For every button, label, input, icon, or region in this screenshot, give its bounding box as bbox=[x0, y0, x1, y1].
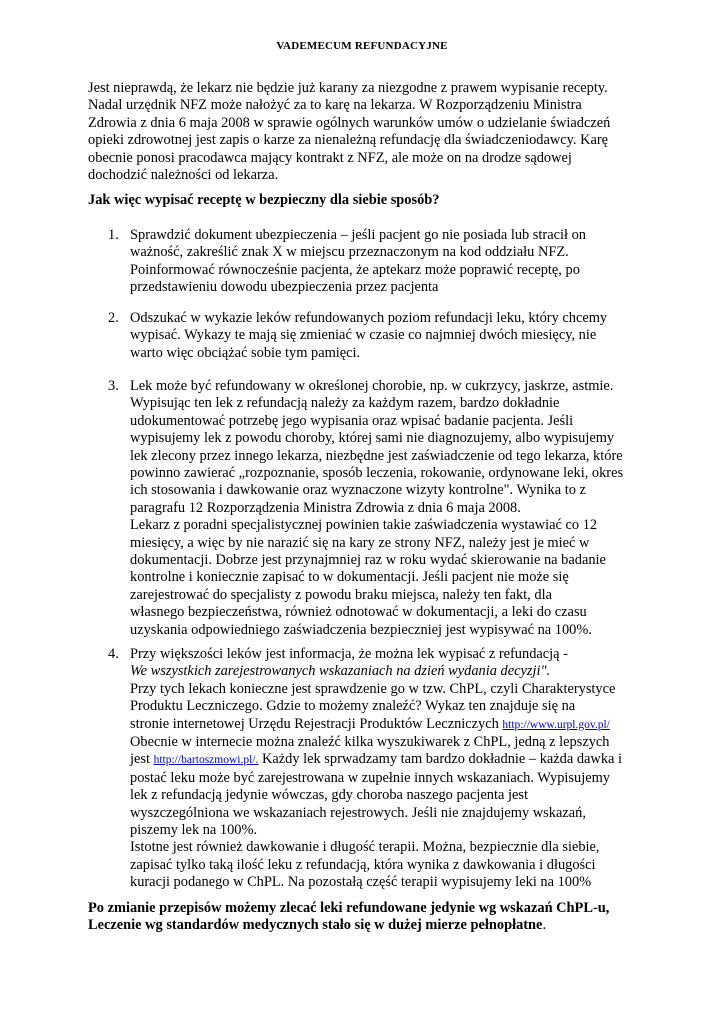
conclusion-line: Po zmianie przepisów możemy zlecać leki refundowane jedynie wg wskazań ChPL-u, bbox=[88, 900, 610, 916]
list-item-text bbox=[130, 227, 655, 297]
item-line: dokumentacji. Dobrze jest przynajmniej raz w roku wydać skierowanie na badanie bbox=[130, 552, 606, 569]
item-line: Poinformować równocześnie pacjenta, że aptekarz może poprawić receptę, po bbox=[130, 261, 580, 278]
item-line: paragrafu 12 Rozporządzenia Ministra Zdrowia z dnia 6 maja 2008. bbox=[130, 499, 521, 516]
item-line-italic: We wszystkich zarejestrowanych wskazaniach na dzień wydania decyzji". bbox=[130, 663, 551, 680]
item-text: jest bbox=[130, 751, 154, 768]
item-line: miesięcy, a więc by nie narazić się na kary ze strony NFZ, należy jest je mieć w bbox=[130, 534, 590, 551]
list-number: 4. bbox=[108, 646, 119, 662]
list-item-text bbox=[130, 378, 655, 639]
item-line bbox=[130, 751, 655, 769]
intro-line: Nadal urzędnik NFZ może nałożyć za to karę na lekarza. W Rozporządzeniu Ministra bbox=[88, 97, 582, 114]
intro-line: obecnie ponosi pracodawca mający kontrakt z NFZ, ale może on na drodze sądowej bbox=[88, 149, 572, 166]
list-item-text bbox=[130, 310, 655, 362]
item-line: Przy większości leków jest informacja, że można lek wypisać z refundacją - bbox=[130, 646, 568, 662]
conclusion-paragraph bbox=[88, 900, 609, 935]
item-line: wypisać. Wykazy te mają się zmieniać w czasie co najmniej dwóch miesięcy, nie bbox=[130, 327, 597, 344]
conclusion-period: . bbox=[542, 917, 547, 934]
conclusion-text: Leczenie wg standardów medycznych stało się w dużej mierze pełnopłatne bbox=[88, 917, 543, 934]
list-number: 2. bbox=[108, 310, 119, 326]
item-line: Odszukać w wykazie leków refundowanych poziom refundacji leku, który chcemy bbox=[130, 310, 608, 326]
item-line: Lek może być refundowany w określonej chorobie, np. w cukrzycy, jaskrze, astmie. bbox=[130, 378, 614, 394]
item-line: Lekarz z poradni specjalistycznej powinien takie zaświadczenia wystawiać co 12 bbox=[130, 517, 598, 534]
item-line: Produktu Leczniczego. Gdzie to możemy znaleźć? Wykaz ten znajduje się na bbox=[130, 698, 576, 715]
item-line: kontrolne i koniecznie zapisać to w dokumentacji. Jeśli pacjent nie może się bbox=[130, 569, 569, 586]
document-title: VADEMECUM REFUNDACYJNE bbox=[276, 40, 448, 52]
item-line: Wypisując ten lek z refundacją należy za każdym razem, bardzo dokładnie bbox=[130, 395, 560, 412]
item-line: Obecnie w internecie można znaleźć kilka wyszukiwarek z ChPL, jedną z lepszych bbox=[130, 734, 610, 751]
item-line bbox=[130, 716, 655, 734]
item-line: zarejestrować do specjalisty z powodu braku miejsca, należy ten fakt, dla bbox=[130, 586, 552, 603]
item-line: ważność, zakreślić znak X w miejscu przeznaczonym na kod oddziału NFZ. bbox=[130, 244, 569, 261]
item-line: własnego bezpieczeństwa, również odnotować w dokumentacji, a leki do czasu bbox=[130, 604, 587, 621]
intro-line: dochodzić należności od lekarza. bbox=[88, 167, 279, 184]
intro-line: Jest nieprawdą, że lekarz nie będzie już karany za niezgodne z prawem wypisanie recepty. bbox=[88, 80, 608, 96]
item-line: Sprawdzić dokument ubezpieczenia – jeśli pacjent go nie posiada lub stracił on bbox=[130, 227, 586, 243]
item-line: wyszczególniona we wskazaniach rejestrowych. Jeśli nie znajdujemy wskazań, bbox=[130, 804, 586, 821]
item-line: przedstawieniu dowodu ubezpieczenia przez pacjenta bbox=[130, 279, 439, 296]
item-line: postać leku może być zarejestrowana w zupełnie innych wskazaniach. Wypisujemy bbox=[130, 769, 610, 786]
section-heading: Jak więc wypisać receptę w bezpieczny dla siebie sposób? bbox=[88, 192, 440, 208]
item-line: piszemy lek na 100%. bbox=[130, 822, 258, 839]
list-item-text bbox=[130, 646, 655, 892]
item-line: kuracji podanego w ChPL. Na pozostałą część terapii wypisujemy leki na 100% bbox=[130, 874, 592, 891]
intro-paragraph bbox=[88, 80, 648, 184]
item-line: ich stosowania i dawkowanie oraz wyznaczone wizyty kontrolne". Wynika to z bbox=[130, 482, 586, 499]
item-line: powinno zawierać „rozpoznanie, sposób leczenia, rokowanie, ordynowane leki, okres bbox=[130, 465, 624, 482]
conclusion-line bbox=[88, 917, 609, 934]
item-line: uzyskania odpowiedniego zaświadczenia bezpieczniej jest wypisywać na 100%. bbox=[130, 621, 592, 638]
item-text: stronie internetowej Urzędu Rejestracji Produktów Leczniczych bbox=[130, 715, 503, 732]
item-line: lek zlecony przez innego lekarza, niezbędne jest zaświadczenie od tego lekarza, które bbox=[130, 447, 623, 464]
item-text: Każdy lek sprwadzamy tam bardzo dokładnie – każda dawka i bbox=[258, 751, 622, 768]
list-number: 1. bbox=[108, 227, 119, 243]
intro-line: opieki zdrowotnej jest zapis o karze za nienależną refundację dla świadczeniodawcy. Karę bbox=[88, 132, 609, 149]
item-line: Przy tych lekach konieczne jest sprawdzenie go w tzw. ChPL, czyli Charakterystyce bbox=[130, 680, 616, 697]
item-line: wypisujemy lek z powodu choroby, której sami nie diagnozujemy, albo wypisujemy bbox=[130, 430, 615, 447]
list-number: 3. bbox=[108, 378, 119, 394]
urpl-link[interactable]: http://www.urpl.gov.pl/ bbox=[502, 718, 610, 731]
intro-line: Zdrowia z dnia 6 maja 2008 w sprawie ogólnych warunków umów o udzielanie świadczeń bbox=[88, 114, 611, 131]
item-line: udokumentować potrzebę jego wypisania oraz wpisać badanie pacjenta. Jeśli bbox=[130, 412, 574, 429]
item-line: lek z refundacją jedynie wówczas, gdy choroba naszego pacjenta jest bbox=[130, 787, 528, 804]
item-line: warto więc obciążać sobie tym pamięci. bbox=[130, 344, 361, 361]
item-line: Istotne jest również dawkowanie i długość terapii. Można, bezpiecznie dla siebie, bbox=[130, 839, 600, 856]
item-line: zapisać tylko taką ilość leku z refundacją, która wynika z dawkowania i długości bbox=[130, 856, 596, 873]
bartoszmowi-link[interactable]: http://bartoszmowi.pl/. bbox=[153, 754, 259, 767]
